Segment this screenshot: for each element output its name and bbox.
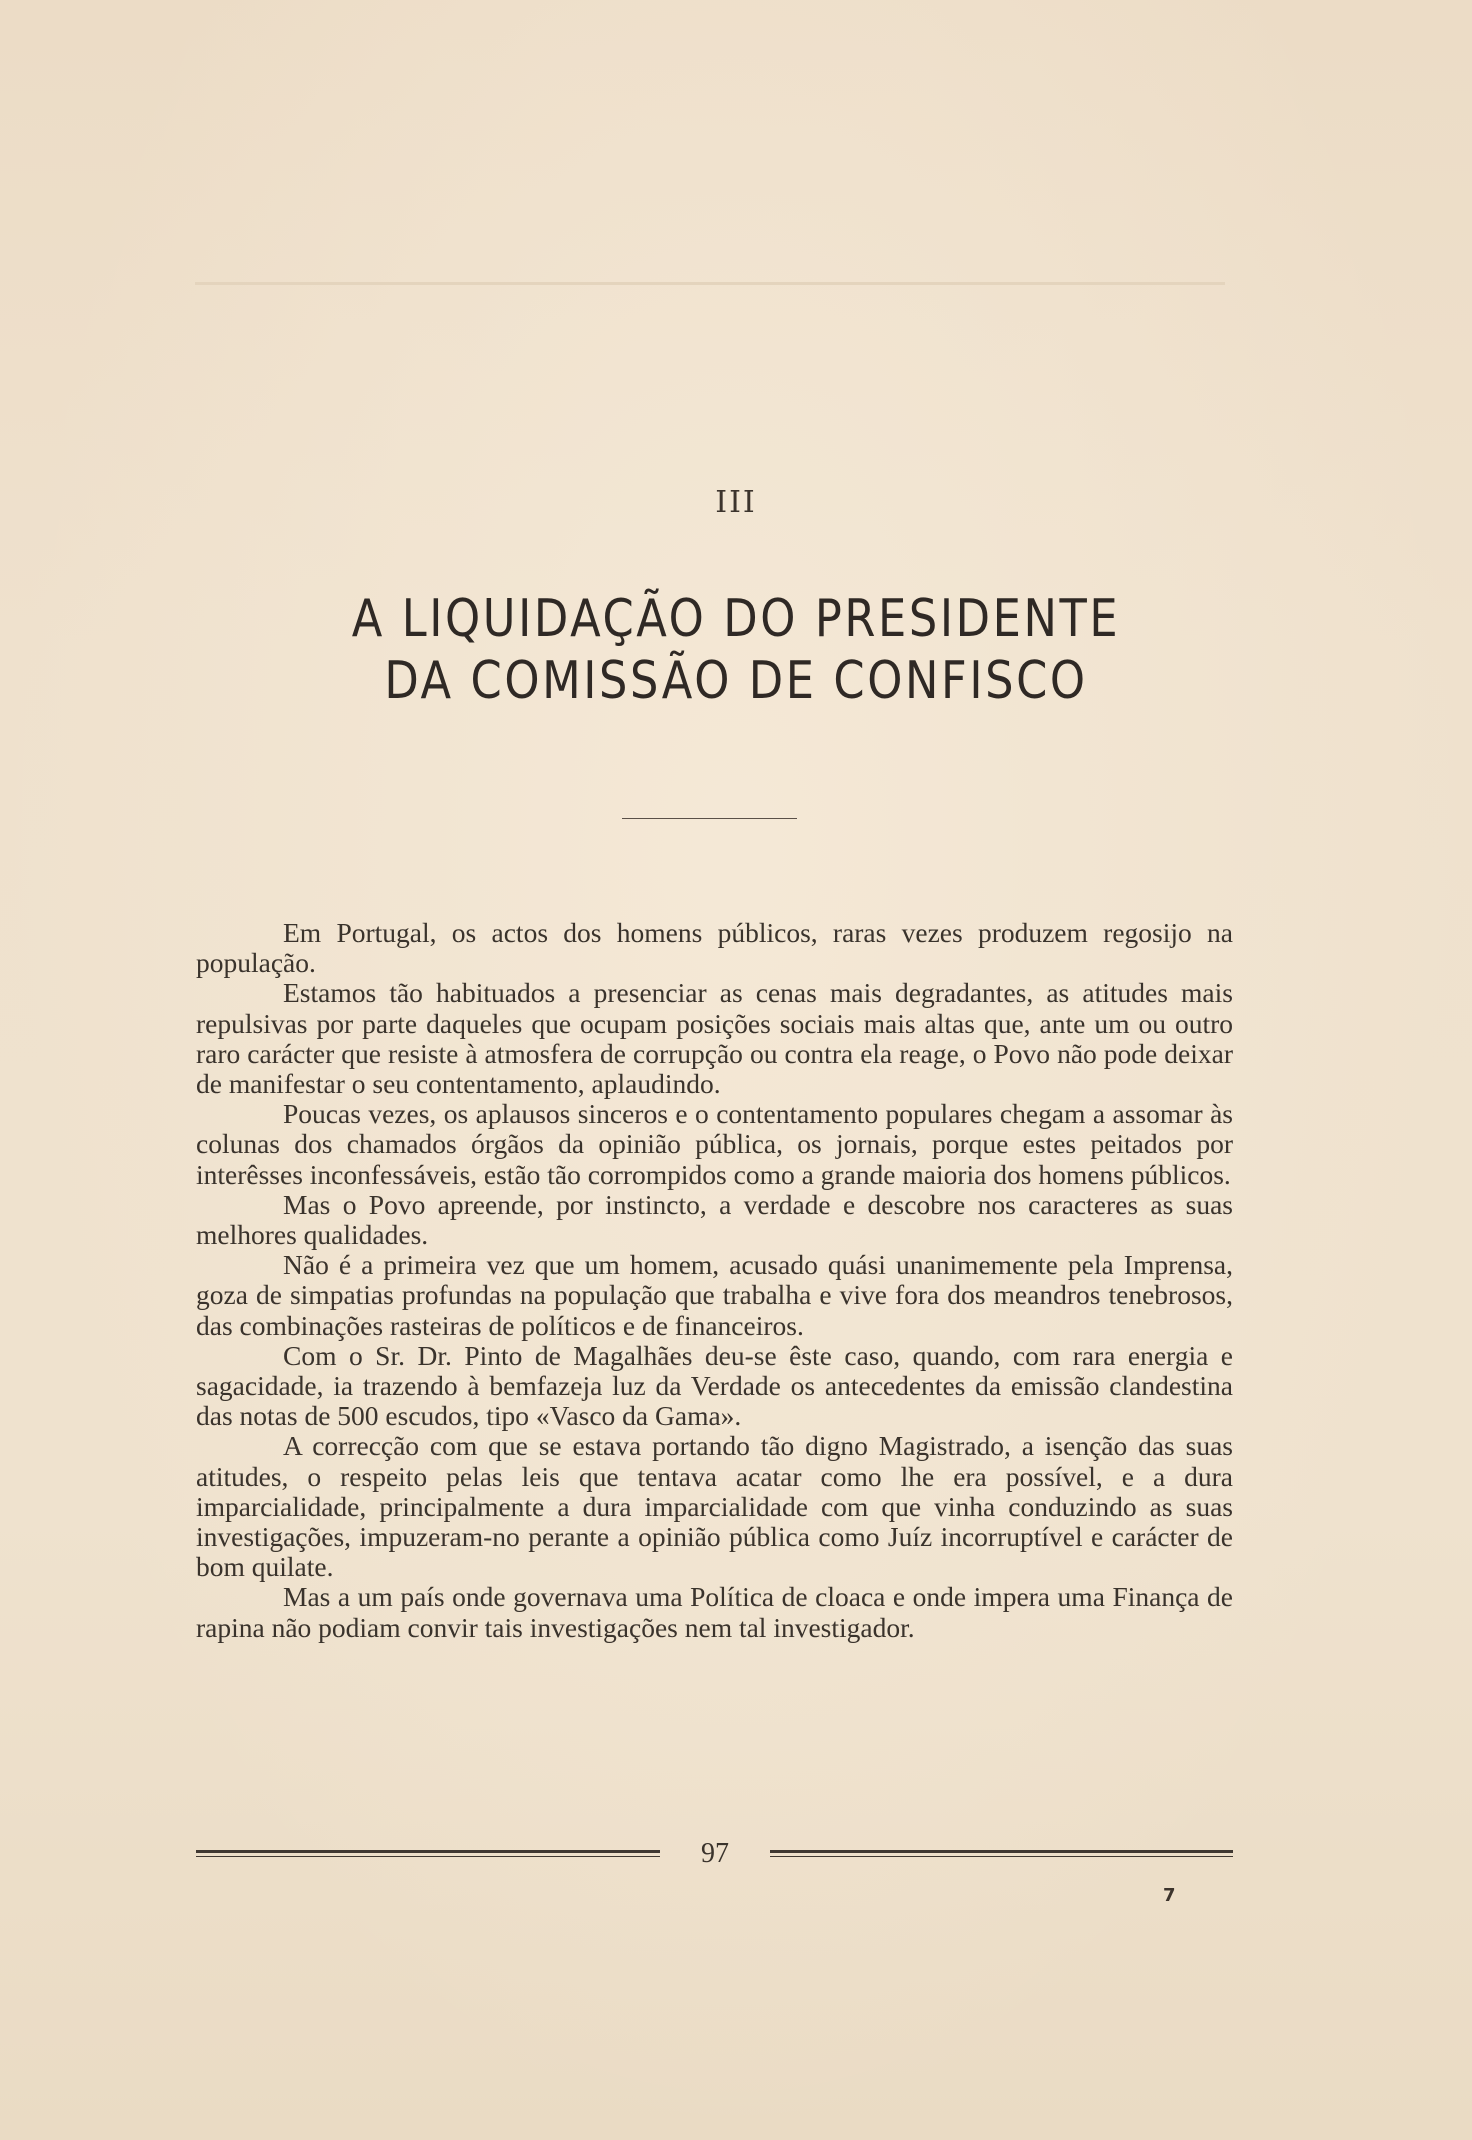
title-separator (622, 818, 797, 819)
bleed-through-rule (195, 282, 1225, 285)
paragraph: A correcção com que se estava portando tão digno Magistrado, a isenção das suas atitudes, o respeito pelas leis que tentava acatar como lhe era possível, e a dura imparcialidade, principalmente a dura imparcialidade com que vinha conduzindo as suas investigações, impuzeram-no perante a opinião pública como Juíz incorruptível e carácter de bom quilate. (196, 1430, 1233, 1583)
printer-signature-mark: 7 (1163, 1885, 1176, 1906)
paragraph: Estamos tão habituados a presenciar as cenas mais degradantes, as atitudes mais repulsivas por parte daqueles que ocupam posições sociais mais altas que, ante um ou outro raro carácter que resiste à atmosfera de corrupção ou contra ela reage, o Povo não pode deixar de manifestar o seu contentamento, aplaudindo. (196, 977, 1233, 1100)
chapter-number: III (715, 485, 757, 520)
footer-rule-right (770, 1850, 1233, 1858)
paragraph: Não é a primeira vez que um homem, acusado quási unanimemente pela Imprensa, goza de simpatias profundas na população que trabalha e vive fora dos meandros tenebrosos, das combinações rasteiras de políticos e de financeiros. (196, 1249, 1233, 1341)
page-number: 97 (701, 1838, 729, 1869)
paragraph: Com o Sr. Dr. Pinto de Magalhães deu-se êste caso, quando, com rara energia e sagacidade, ia trazendo à bemfazeja luz da Verdade os antecedentes da emissão clandestina das notas de 500 escudos, tipo «Vasco da Gama». (196, 1339, 1233, 1432)
page-footer (196, 1838, 1233, 1878)
footer-rule-left (196, 1850, 660, 1858)
chapter-title (103, 588, 1369, 712)
paragraph: Mas o Povo apreende, por instincto, a verdade e descobre nos caracteres as suas melhores qualidades. (196, 1188, 1233, 1251)
chapter-title-line-2: DA COMISSÃO DE CONFISCO (384, 651, 1088, 711)
paragraph: Mas a um país onde governava uma Política de cloaca e onde impera uma Finança de rapina não podiam convir tais investigações nem tal investigador. (196, 1581, 1233, 1643)
paragraph: Em Portugal, os actos dos homens públicos, raras vezes produzem regosijo na população. (196, 917, 1233, 979)
paragraph: Poucas vezes, os aplausos sinceros e o contentamento populares chegam a assomar às colunas dos chamados órgãos da opinião pública, os jornais, porque estes peitados por interêsses inconfessáveis, estão tão corrompidos como a grande maioria dos homens públicos. (196, 1098, 1233, 1190)
chapter-title-line-1: A LIQUIDAÇÃO DO PRESIDENTE (351, 589, 1121, 649)
body-text (196, 918, 1233, 1643)
